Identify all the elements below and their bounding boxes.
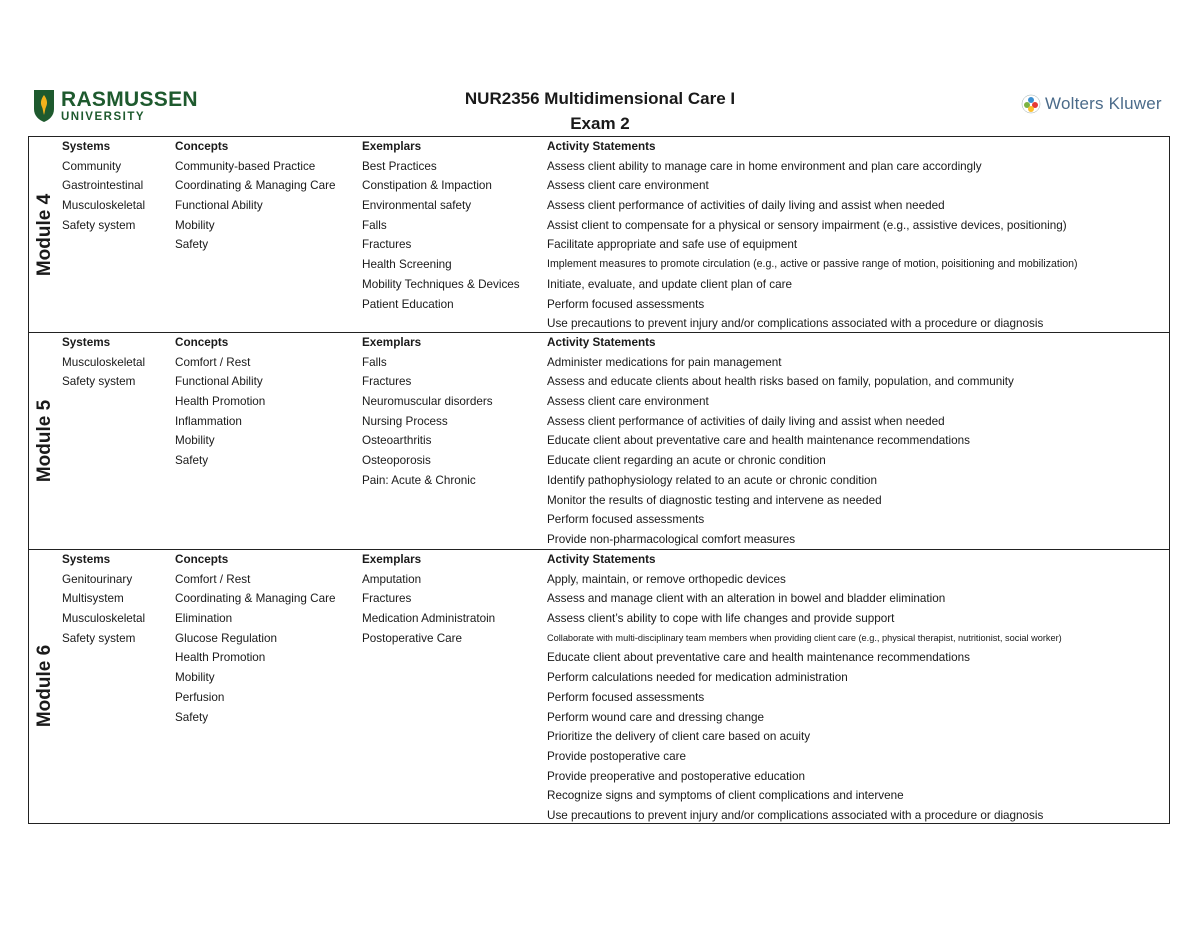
list-item: Fractures — [362, 375, 412, 389]
list-item: Health Screening — [362, 258, 452, 272]
column-header: Exemplars — [362, 336, 422, 349]
list-item: Assess and manage client with an alteration in bowel and bladder elimination — [547, 592, 946, 606]
list-item: Perform focused assessments — [547, 513, 705, 527]
list-item: Health Promotion — [175, 395, 266, 409]
list-item: Perform calculations needed for medication administration — [547, 671, 848, 685]
list-item: Coordinating & Managing Care — [175, 592, 336, 606]
list-item: Multisystem — [62, 592, 124, 606]
concepts-column — [175, 550, 335, 727]
activity-column — [547, 137, 1078, 334]
list-item: Amputation — [362, 572, 422, 586]
brand-name: RASMUSSEN — [61, 87, 198, 111]
column-header: Activity Statements — [547, 140, 656, 153]
page-title: NUR2356 Multidimensional Care I — [464, 89, 736, 108]
column-header: Concepts — [175, 336, 229, 349]
list-item: Musculoskeletal — [62, 199, 146, 213]
list-item: Mobility — [175, 671, 215, 685]
list-item: Provide non-pharmacological comfort measures — [547, 532, 796, 546]
list-item: Prioritize the delivery of client care based on acuity — [547, 730, 811, 744]
list-item: Osteoarthritis — [362, 434, 432, 448]
list-item: Community — [62, 159, 122, 173]
column-header: Concepts — [175, 140, 229, 153]
list-item: Assess client care environment — [547, 179, 709, 193]
list-item: Elimination — [175, 612, 233, 626]
column-header: Systems — [62, 553, 111, 566]
list-item: Educate client regarding an acute or chronic condition — [547, 454, 826, 468]
activity-column — [547, 333, 1014, 550]
list-item: Genitourinary — [62, 572, 133, 586]
module-4-section — [29, 137, 1169, 332]
column-header: Concepts — [175, 553, 229, 566]
module-5-section — [29, 332, 1169, 549]
list-item: Musculoskeletal — [62, 355, 146, 369]
exemplars-column — [362, 137, 520, 314]
list-item: Mobility Techniques & Devices — [362, 277, 520, 291]
exemplars-column — [362, 333, 493, 491]
brand-subtitle: UNIVERSITY — [61, 110, 146, 123]
page-header — [0, 0, 1200, 135]
list-item: Safety — [175, 454, 209, 468]
list-item: Medication Administratoin — [362, 612, 496, 626]
module-6-section — [29, 549, 1169, 822]
list-item: Assist client to compensate for a physical or sensory impairment (e.g., assistive devices, positioning) — [547, 218, 1067, 232]
module-label: Module 5 — [34, 399, 55, 483]
list-item: Safety system — [62, 375, 136, 389]
list-item: Administer medications for pain management — [547, 355, 782, 369]
page-subtitle: Exam 2 — [570, 114, 630, 133]
list-item: Safety — [175, 238, 209, 252]
list-item: Comfort / Rest — [175, 355, 251, 369]
list-item: Nursing Process — [362, 414, 448, 428]
list-item: Patient Education — [362, 297, 454, 311]
list-item: Health Promotion — [175, 651, 266, 665]
column-header: Systems — [62, 336, 111, 349]
list-item: Provide preoperative and postoperative education — [547, 769, 805, 783]
list-item: Apply, maintain, or remove orthopedic devices — [547, 572, 786, 586]
list-item: Assess client performance of activities of daily living and assist when needed — [547, 414, 945, 428]
partner-name: Wolters Kluwer — [1045, 94, 1162, 113]
list-item: Safety — [175, 710, 209, 724]
column-header: Activity Statements — [547, 553, 656, 566]
list-item: Inflammation — [175, 414, 242, 428]
list-item: Facilitate appropriate and safe use of equipment — [547, 238, 798, 252]
list-item: Coordinating & Managing Care — [175, 179, 336, 193]
wolters-kluwer-logo — [1021, 94, 1162, 114]
systems-column — [62, 550, 145, 648]
list-item: Fractures — [362, 592, 412, 606]
list-item: Pain: Acute & Chronic — [362, 473, 476, 487]
list-item: Safety system — [62, 218, 136, 232]
list-item: Assess client performance of activities of daily living and assist when needed — [547, 199, 945, 213]
list-item: Mobility — [175, 434, 215, 448]
list-item: Assess client care environment — [547, 395, 709, 409]
activity-column — [547, 550, 1062, 826]
list-item: Recognize signs and symptoms of client complications and intervene — [547, 789, 904, 803]
module-label: Module 6 — [34, 644, 55, 728]
list-item: Use precautions to prevent injury and/or complications associated with a procedure or diagnosis — [547, 808, 1044, 822]
list-item: Functional Ability — [175, 375, 263, 389]
list-item: Provide postoperative care — [547, 749, 687, 763]
list-item: Assess client ability to manage care in home environment and plan care accordingly — [547, 159, 982, 173]
list-item: Implement measures to promote circulation (e.g., active or passive range of motion, poisitioning and mobilization) — [547, 258, 1078, 271]
list-item: Perform wound care and dressing change — [547, 710, 764, 724]
list-item: Perfusion — [175, 690, 225, 704]
list-item: Constipation & Impaction — [362, 179, 492, 193]
list-item: Falls — [362, 218, 387, 232]
systems-column — [62, 137, 145, 235]
list-item: Falls — [362, 355, 387, 369]
list-item: Assess and educate clients about health risks based on family, population, and community — [547, 375, 1014, 389]
list-item: Neuromuscular disorders — [362, 395, 493, 409]
exemplars-column — [362, 550, 495, 648]
list-item: Best Practices — [362, 159, 437, 173]
list-item: Initiate, evaluate, and update client plan of care — [547, 277, 792, 291]
list-item: Perform focused assessments — [547, 690, 705, 704]
list-item: Environmental safety — [362, 199, 472, 213]
list-item: Comfort / Rest — [175, 572, 251, 586]
list-item: Functional Ability — [175, 199, 263, 213]
column-header: Activity Statements — [547, 336, 656, 349]
wolters-kluwer-globe-icon — [1021, 94, 1041, 114]
exam-table — [28, 136, 1170, 824]
list-item: Glucose Regulation — [175, 631, 278, 645]
list-item: Assess client’s ability to cope with life changes and provide support — [547, 612, 895, 626]
list-item: Identify pathophysiology related to an acute or chronic condition — [547, 473, 878, 487]
concepts-column — [175, 137, 335, 255]
column-header: Exemplars — [362, 553, 422, 566]
list-item: Fractures — [362, 238, 412, 252]
list-item: Mobility — [175, 218, 215, 232]
column-header: Exemplars — [362, 140, 422, 153]
list-item: Educate client about preventative care and health maintenance recommendations — [547, 434, 970, 448]
list-item: Musculoskeletal — [62, 612, 146, 626]
list-item: Osteoporosis — [362, 454, 431, 468]
list-item: Postoperative Care — [362, 631, 463, 645]
list-item: Collaborate with multi-disciplinary team members when providing client care (e.g., physical therapist, nutritionist, social worker) — [547, 632, 1062, 643]
module-label: Module 4 — [34, 193, 55, 276]
list-item: Educate client about preventative care and health maintenance recommendations — [547, 651, 970, 665]
systems-column — [62, 333, 145, 392]
list-item: Monitor the results of diagnostic testing and intervene as needed — [547, 493, 882, 507]
list-item: Gastrointestinal — [62, 179, 144, 193]
concepts-column — [175, 333, 265, 471]
list-item: Community-based Practice — [175, 159, 316, 173]
list-item: Use precautions to prevent injury and/or complications associated with a procedure or diagnosis — [547, 317, 1044, 331]
column-header: Systems — [62, 140, 111, 153]
list-item: Perform focused assessments — [547, 297, 705, 311]
list-item: Safety system — [62, 631, 136, 645]
